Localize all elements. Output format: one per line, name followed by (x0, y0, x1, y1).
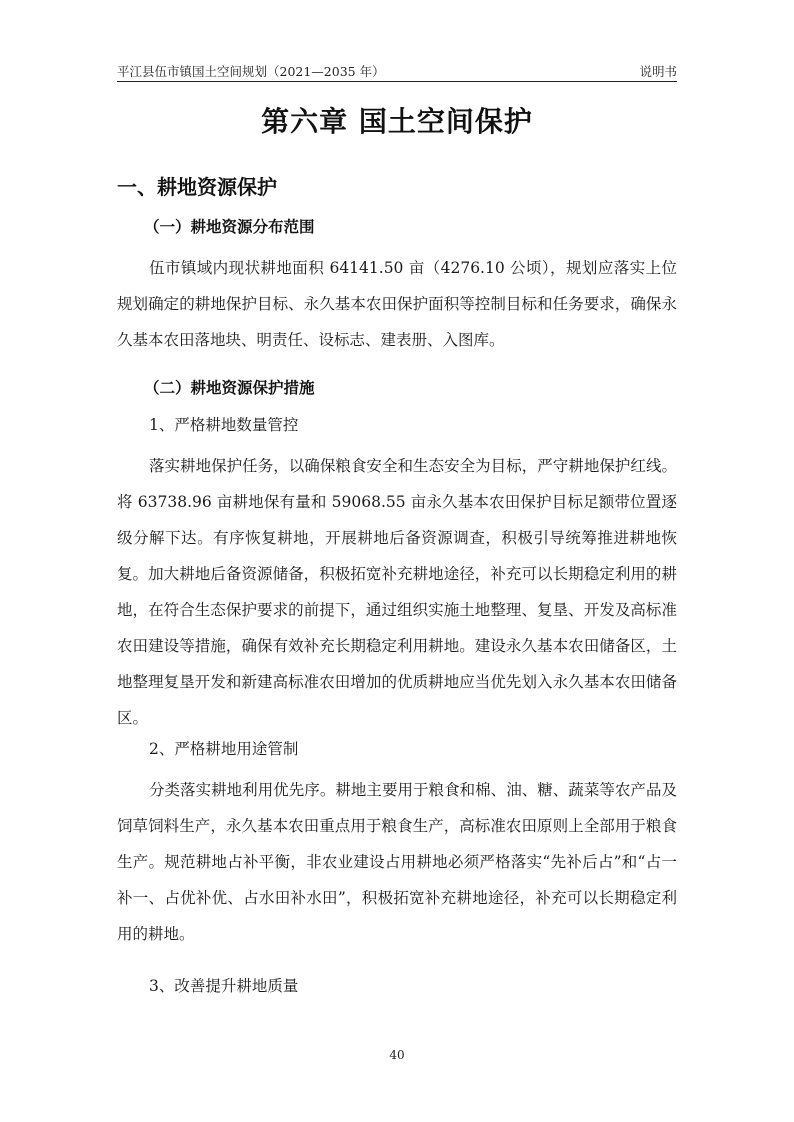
paragraph-distribution: 伍市镇域内现状耕地面积 64141.50 亩（4276.10 公顷），规划应落实上位规划确定的耕地保护目标、永久基本农田保护面积等控制目标和任务要求，确保永久基本农田落地块、明责任、设标志、建表册、入图库。 (117, 259, 677, 349)
subsection-title-measures: （二）耕地资源保护措施 (144, 379, 315, 397)
subsection-title-distribution: （一）耕地资源分布范围 (144, 218, 315, 236)
running-header-title: 平江县伍市镇国土空间规划（2021—2035 年） (117, 64, 385, 79)
section-title: 一、耕地资源保护 (117, 175, 277, 199)
item-title-use-control: 2、严格耕地用途管制 (149, 740, 299, 758)
item-title-quality-improvement: 3、改善提升耕地质量 (149, 977, 299, 995)
item-title-quantity-control: 1、严格耕地数量管控 (149, 416, 299, 434)
paragraph-quantity-control: 落实耕地保护任务，以确保粮食安全和生态安全为目标，严守耕地保护红线。将 63738.96 亩耕地保有量和 59068.55 亩永久基本农田保护目标足额带位置逐级分解下达。有序恢复耕地，开展耕地后备资源调查，积极引导统筹推进耕地恢复。加大耕地后备资源储备，积极拓宽补充耕地途径，补充可以长期稳定利用的耕地，在符合生态保护要求的前提下，通过组织实施土地整理、复垦、开发及高标准农田建设等措施，确保有效补充长期稳定利用耕地。建设永久基本农田储备区，土地整理复垦开发和新建高标准农田增加的优质耕地应当优先划入永久基本农田储备区。 (117, 457, 677, 727)
running-header-doc-type: 说明书 (639, 64, 677, 79)
chapter-title: 第六章 国土空间保护 (261, 105, 533, 138)
page-number: 40 (389, 1048, 405, 1062)
header-divider (117, 81, 677, 82)
paragraph-use-control: 分类落实耕地利用优先序。耕地主要用于粮食和棉、油、糖、蔬菜等农产品及饲草饲料生产，永久基本农田重点用于粮食生产，高标准农田原则上全部用于粮食生产。规范耕地占补平衡，非农业建设占用耕地必须严格落实“先补后占”和“占一补一、占优补优、占水田补水田”，积极拓宽补充耕地途径，补充可以长期稳定利用的耕地。 (117, 781, 677, 943)
